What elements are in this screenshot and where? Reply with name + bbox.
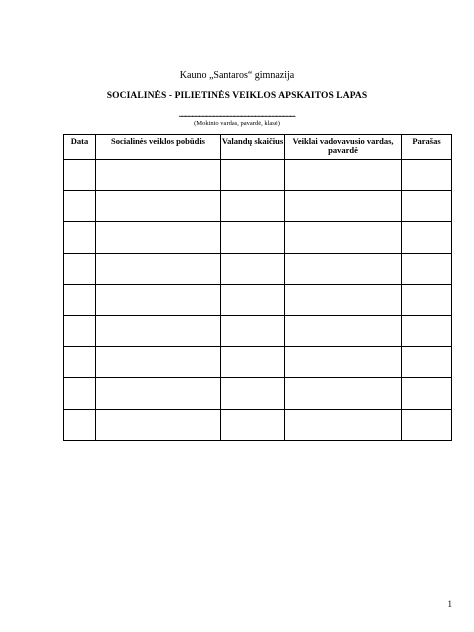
cell-hours (221, 315, 285, 346)
cell-date (64, 347, 96, 378)
table-row (64, 222, 452, 253)
cell-activity-type (96, 347, 221, 378)
cell-signature (402, 284, 452, 315)
table-row (64, 191, 452, 222)
header-activity-type: Socialinės veiklos pobūdis (96, 135, 221, 160)
cell-hours (221, 284, 285, 315)
cell-hours (221, 409, 285, 440)
header-date: Data (64, 135, 96, 160)
cell-hours (221, 222, 285, 253)
cell-hours (221, 253, 285, 284)
cell-date (64, 253, 96, 284)
cell-date (64, 222, 96, 253)
cell-date (64, 409, 96, 440)
table-header-row (64, 135, 452, 160)
table-row (64, 409, 452, 440)
cell-signature (402, 409, 452, 440)
cell-supervisor (285, 347, 402, 378)
cell-signature (402, 222, 452, 253)
cell-date (64, 284, 96, 315)
cell-date (64, 315, 96, 346)
header-supervisor: Veiklai vadovavusio vardas, pavardė (285, 135, 402, 160)
cell-date (64, 191, 96, 222)
cell-supervisor (285, 409, 402, 440)
cell-hours (221, 160, 285, 191)
cell-signature (402, 160, 452, 191)
cell-activity-type (96, 191, 221, 222)
cell-supervisor (285, 253, 402, 284)
table-row (64, 315, 452, 346)
cell-supervisor (285, 191, 402, 222)
table-row (64, 253, 452, 284)
cell-activity-type (96, 253, 221, 284)
cell-activity-type (96, 378, 221, 409)
cell-signature (402, 347, 452, 378)
cell-signature (402, 378, 452, 409)
student-name-line: ................................................................................... (178, 110, 296, 119)
table-row (64, 378, 452, 409)
header-signature: Parašas (402, 135, 452, 160)
table-row (64, 284, 452, 315)
header-hours: Valandų skaičius (221, 135, 285, 160)
cell-activity-type (96, 160, 221, 191)
cell-supervisor (285, 160, 402, 191)
student-name-hint: (Mokinio vardas, pavardė, klasė) (194, 120, 280, 127)
cell-supervisor (285, 315, 402, 346)
cell-date (64, 378, 96, 409)
cell-activity-type (96, 222, 221, 253)
table-row (64, 347, 452, 378)
cell-date (64, 160, 96, 191)
cell-signature (402, 191, 452, 222)
cell-activity-type (96, 409, 221, 440)
cell-supervisor (285, 284, 402, 315)
cell-hours (221, 347, 285, 378)
table-row (64, 160, 452, 191)
cell-activity-type (96, 284, 221, 315)
cell-activity-type (96, 315, 221, 346)
cell-supervisor (285, 378, 402, 409)
cell-hours (221, 191, 285, 222)
page-number: 1 (447, 599, 452, 609)
cell-signature (402, 253, 452, 284)
cell-hours (221, 378, 285, 409)
school-name: Kauno „Santaros“ gimnazija (179, 70, 295, 81)
cell-signature (402, 315, 452, 346)
document-title: SOCIALINĖS - PILIETINĖS VEIKLOS APSKAITOS LAPAS (106, 91, 368, 101)
cell-supervisor (285, 222, 402, 253)
activity-log-table (63, 134, 452, 441)
